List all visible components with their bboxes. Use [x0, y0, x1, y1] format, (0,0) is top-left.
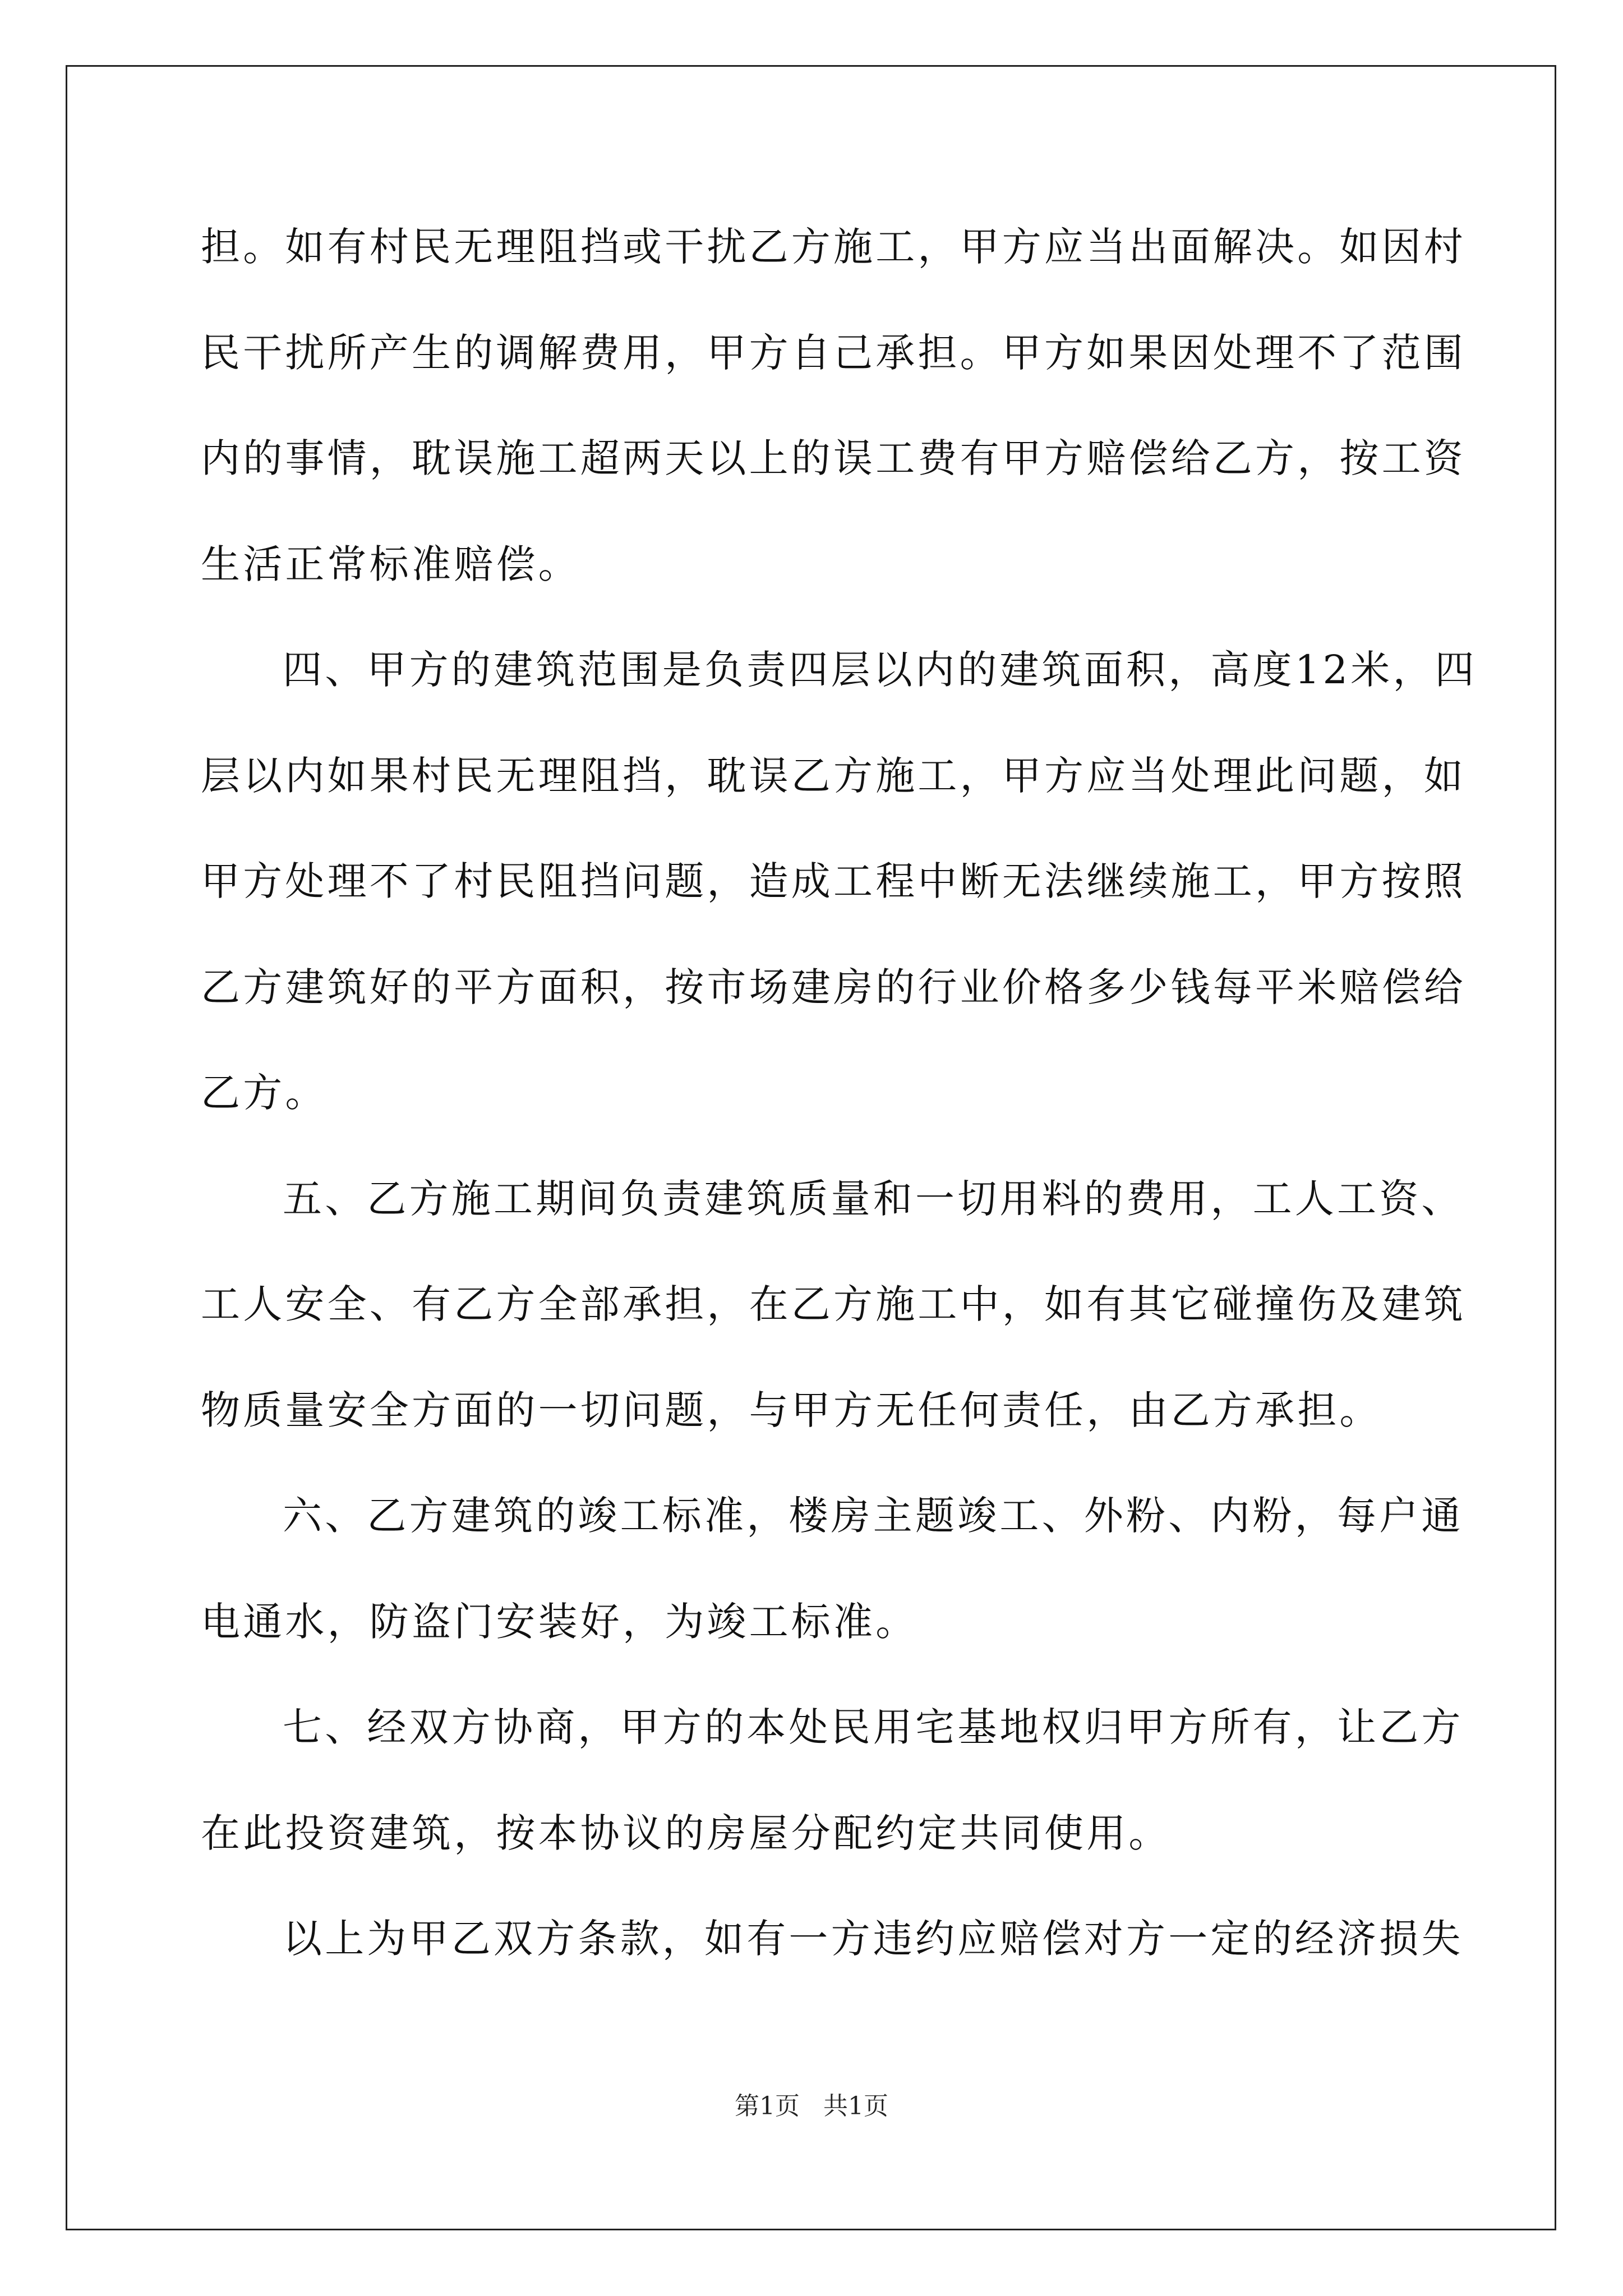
text-line: 以上为甲乙双方条款，如有一方违约应赔偿对方一定的经济损失 — [283, 1916, 1464, 1962]
text-line: 工人安全、有乙方全部承担，在乙方施工中，如有其它碰撞伤及建筑 — [201, 1281, 1466, 1327]
text-line: 生活正常标准赔偿。 — [201, 541, 580, 587]
page-footer: 第1页 共1页 — [735, 2092, 888, 2120]
document-body — [201, 216, 1477, 2014]
text-line: 电通水，防盗门安装好，为竣工标准。 — [201, 1598, 918, 1645]
text-line: 乙方。 — [201, 1070, 328, 1116]
text-line: 七、经双方协商，甲方的本处民用宅基地权归甲方所有，让乙方 — [283, 1704, 1464, 1750]
text-line: 在此投资建筑，按本协议的房屋分配约定共同使用。 — [201, 1810, 1171, 1856]
text-line: 乙方建筑好的平方面积，按市场建房的行业价格多少钱每平米赔偿给 — [201, 964, 1466, 1010]
text-line: 五、乙方施工期间负责建筑质量和一切用料的费用，工人工资、 — [283, 1175, 1464, 1222]
text-line: 甲方处理不了村民阻挡问题，造成工程中断无法继续施工，甲方按照 — [201, 858, 1466, 904]
text-line: 四、甲方的建筑范围是负责四层以内的建筑面积，高度12米，四 — [283, 647, 1477, 693]
text-line: 物质量安全方面的一切问题，与甲方无任何责任，由乙方承担。 — [201, 1387, 1382, 1433]
text-line: 层以内如果村民无理阻挡，耽误乙方施工，甲方应当处理此问题，如 — [201, 752, 1466, 799]
text-line: 担。如有村民无理阻挡或干扰乙方施工，甲方应当出面解决。如因村 — [201, 224, 1466, 270]
text-line: 六、乙方建筑的竣工标准，楼房主题竣工、外粉、内粉，每户通 — [283, 1493, 1464, 1539]
text-line: 内的事情，耽误施工超两天以上的误工费有甲方赔偿给乙方，按工资 — [201, 435, 1466, 481]
text-line: 民干扰所产生的调解费用，甲方自己承担。甲方如果因处理不了范围 — [201, 329, 1466, 376]
